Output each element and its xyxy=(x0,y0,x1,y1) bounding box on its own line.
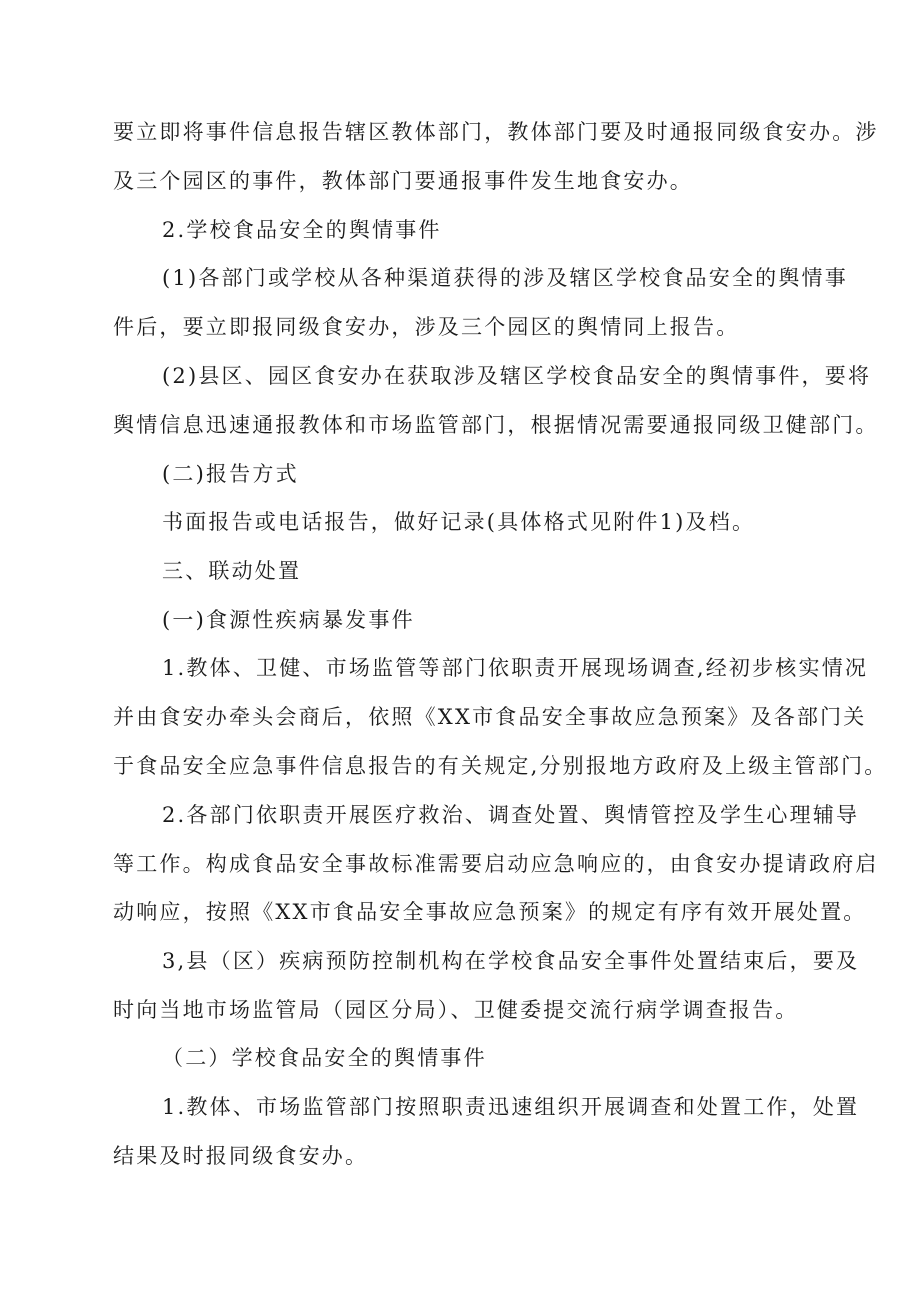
body-text-line: (2)县区、园区食安办在获取涉及辖区学校食品安全的舆情事件，要将 xyxy=(162,364,872,388)
body-text-line: 舆情信息迅速通报教体和市场监管部门，根据情况需要通报同级卫健部门。 xyxy=(113,413,879,437)
body-text-line: 并由食安办牵头会商后，依照《XX市食品安全事故应急预案》及各部门关 xyxy=(113,705,867,729)
body-text-line: 件后，要立即报同级食安办，涉及三个园区的舆情同上报告。 xyxy=(113,315,740,339)
section-heading: （二）学校食品安全的舆情事件 xyxy=(162,1046,487,1070)
body-text-line: 1.教体、卫健、市场监管等部门依职责开展现场调查,经初步核实情况 xyxy=(162,656,869,680)
section-heading: 三、联动处置 xyxy=(162,559,302,583)
body-text-line: 结果及时报同级食安办。 xyxy=(113,1144,369,1168)
body-text-line: (1)各部门或学校从各种渠道获得的涉及辖区学校食品安全的舆情事 xyxy=(162,266,848,290)
body-text-line: 及三个园区的事件，教体部门要通报事件发生地食安办。 xyxy=(113,169,693,193)
section-heading: (二)报告方式 xyxy=(162,462,299,486)
body-text-line: 于食品安全应急事件信息报告的有关规定,分别报地方政府及上级主管部门。 xyxy=(113,754,888,778)
body-text-line: 3,县（区）疾病预防控制机构在学校食品安全事件处置结束后，要及 xyxy=(162,949,860,973)
body-text-line: 动响应，按照《XX市食品安全事故应急预案》的规定有序有效开展处置。 xyxy=(113,900,867,924)
body-text-line: 要立即将事件信息报告辖区教体部门，教体部门要及时通报同级食安办。涉 xyxy=(113,120,879,144)
section-heading: 2.学校食品安全的舆情事件 xyxy=(162,218,442,242)
section-heading: (一)食源性疾病暴发事件 xyxy=(162,608,415,632)
body-text-line: 1.教体、市场监管部门按照职责迅速组织开展调查和处置工作，处置 xyxy=(162,1095,860,1119)
body-text-line: 等工作。构成食品安全事故标准需要启动应急响应的，由食安办提请政府启 xyxy=(113,852,879,876)
body-text-line: 时向当地市场监管局（园区分局）、卫健委提交流行病学调查报告。 xyxy=(113,998,799,1022)
body-text-line: 书面报告或电话报告，做好记录(具体格式见附件1)及档。 xyxy=(162,510,756,534)
body-text-line: 2.各部门依职责开展医疗救治、调查处置、舆情管控及学生心理辅导 xyxy=(162,803,860,827)
